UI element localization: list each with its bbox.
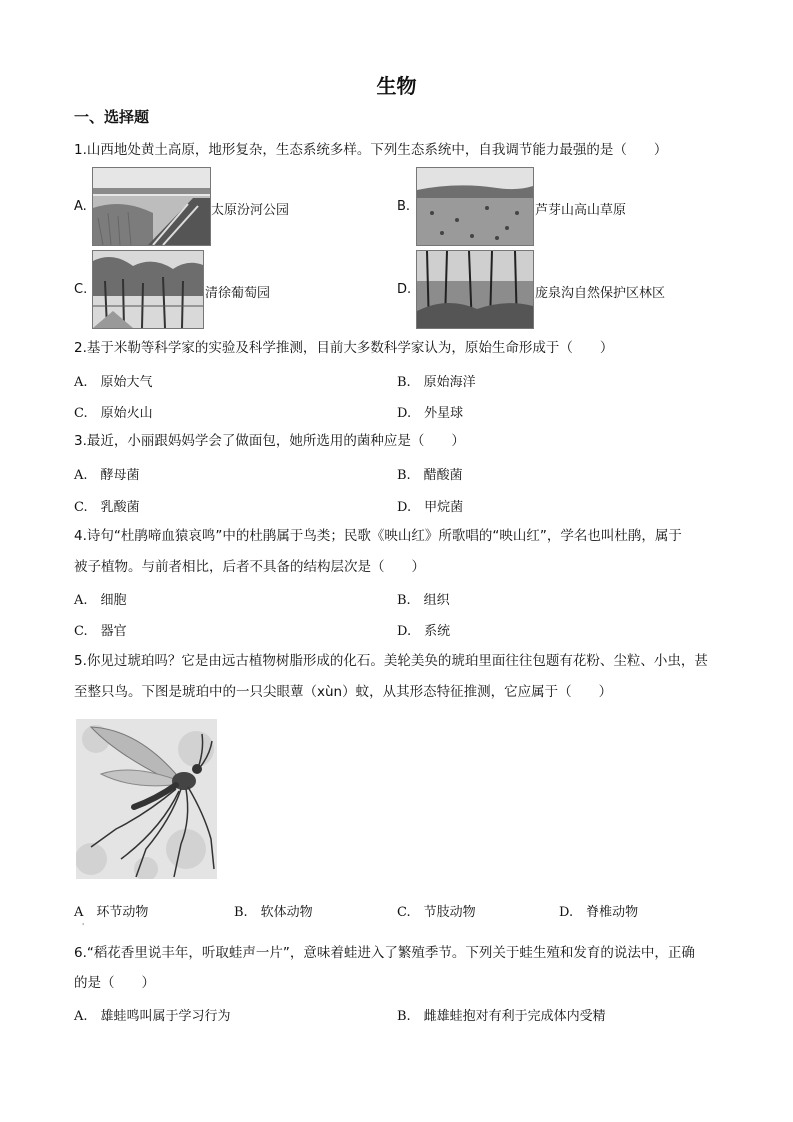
river-park-photo [92,167,211,246]
q3-option-d[interactable]: D. 甲烷菌 [397,500,464,515]
q5-option-c[interactable]: C. 节肢动物 [397,905,476,920]
q1-option-b-letter[interactable]: B. [397,199,411,214]
section-heading: 一、选择题 [74,108,150,126]
question-4-stem-line1: 4.诗句“杜鹃啼血猿哀鸣”中的杜鹃属于鸟类；民歌《映山红》所歌唱的“映山红”，学名也叫杜鹃，属于 [74,528,682,544]
q5-option-b[interactable]: B. 软体动物 [234,905,313,920]
q5-option-a[interactable]: A 环节动物 [74,905,149,920]
q1-option-a-letter[interactable]: A. [74,199,87,214]
q3-option-c[interactable]: C. 乳酸菌 [74,500,140,515]
question-6-stem-line1: 6.“稻花香里说丰年，听取蛙声一片”，意味着蛙进入了繁殖季节。下列关于蛙生殖和发育的说法中，正确 [74,945,695,961]
q4-option-c[interactable]: C. 器官 [74,624,127,639]
q1-option-d-caption[interactable]: 庞泉沟自然保护区林区 [535,286,666,301]
amber-gnat-photo [76,719,217,879]
question-6-stem-line2: 的是（ ） [74,975,155,991]
q1-option-c-letter[interactable]: C. [74,282,88,297]
q4-option-a[interactable]: A. 细胞 [74,593,127,608]
grassland-photo [416,167,534,246]
q1-option-d-letter[interactable]: D. [397,282,412,297]
question-4-stem-line2: 被子植物。与前者相比，后者不具备的结构层次是（ ） [74,559,425,575]
q2-option-d[interactable]: D. 外星球 [397,406,464,421]
question-3-stem: 3.最近，小丽跟妈妈学会了做面包，她所选用的菌种应是（ ） [74,433,465,449]
q2-option-c[interactable]: C. 原始火山 [74,406,153,421]
question-1-stem: 1.山西地处黄土高原，地形复杂，生态系统多样。下列生态系统中，自我调节能力最强的是（ ） [74,142,668,158]
stray-mark: ' [82,922,85,931]
forest-photo [416,250,534,329]
q5-option-d[interactable]: D. 脊椎动物 [559,905,639,920]
question-5-stem-line1: 5.你见过琥珀吗？它是由远古植物树脂形成的化石。美轮美奂的琥珀里面往往包题有花粉、尘粒、小虫，甚 [74,653,708,669]
q1-option-a-caption[interactable]: 太原汾河公园 [211,203,290,218]
q6-option-b[interactable]: B. 雌雄蛙抱对有利于完成体内受精 [397,1009,606,1024]
vineyard-photo [92,250,204,329]
q6-option-a[interactable]: A. 雄蛙鸣叫属于学习行为 [74,1009,231,1024]
question-5-stem-line2: 至整只鸟。下图是琥珀中的一只尖眼蕈（xùn）蚊，从其形态特征推测，它应属于（ ） [74,684,613,700]
q2-option-a[interactable]: A. 原始大气 [74,375,153,390]
q3-option-b[interactable]: B. 醋酸菌 [397,468,463,483]
q3-option-a[interactable]: A. 酵母菌 [74,468,140,483]
q1-option-c-caption[interactable]: 清徐葡萄园 [205,286,271,301]
q4-option-b[interactable]: B. 组织 [397,593,450,608]
q2-option-b[interactable]: B. 原始海洋 [397,375,476,390]
q1-option-b-caption[interactable]: 芦芽山高山草原 [535,203,627,218]
q4-option-d[interactable]: D. 系统 [397,624,451,639]
question-2-stem: 2.基于米勒等科学家的实验及科学推测，目前大多数科学家认为，原始生命形成于（ ） [74,340,614,356]
page-title: 生物 [376,74,417,98]
